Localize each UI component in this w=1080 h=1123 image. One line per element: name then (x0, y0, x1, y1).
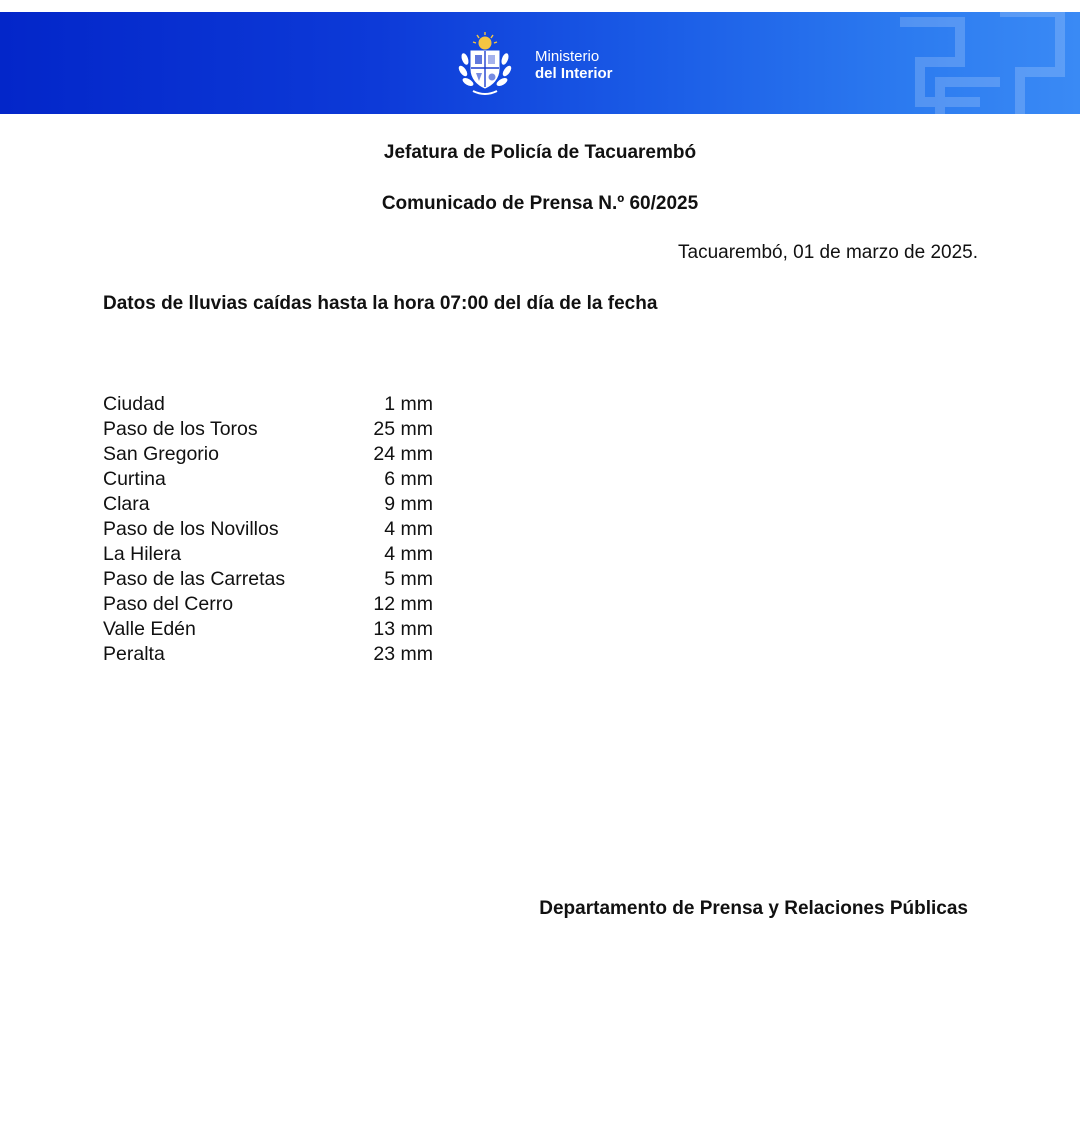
table-row (103, 567, 433, 592)
table-row (103, 442, 433, 467)
rainfall-amount: 25 mm (373, 418, 433, 440)
table-row (103, 642, 433, 667)
location-name: Valle Edén (103, 618, 196, 640)
table-row (103, 467, 433, 492)
location-name: Paso del Cerro (103, 593, 234, 615)
signature-department: Departamento de Prensa y Relaciones Públicas (539, 898, 968, 919)
office-heading: Jefatura de Policía de Tacuarembó (383, 142, 697, 163)
table-row (103, 617, 433, 642)
location-name: Curtina (103, 468, 166, 490)
rainfall-amount: 23 mm (373, 643, 433, 665)
ministry-logo (455, 30, 630, 100)
ministry-banner (0, 12, 1080, 114)
rainfall-amount: 4 mm (384, 543, 433, 565)
location-name: Clara (103, 493, 150, 515)
rainfall-amount: 12 mm (373, 593, 433, 615)
location-name: Paso de los Novillos (103, 518, 279, 540)
location-name: Paso de los Toros (103, 418, 258, 440)
ministry-name (535, 48, 613, 82)
rainfall-amount: 6 mm (384, 468, 433, 490)
table-row (103, 417, 433, 442)
rainfall-amount: 4 mm (384, 518, 433, 540)
press-release-title: Comunicado de Prensa N.º 60/2025 (381, 193, 699, 214)
location-name: Ciudad (103, 393, 165, 415)
table-row (103, 492, 433, 517)
banner-decoration (880, 12, 1080, 114)
location-name: Peralta (103, 643, 165, 665)
subject-heading: Datos de lluvias caídas hasta la hora 07:00 del día de la fecha (103, 293, 658, 314)
rainfall-amount: 1 mm (384, 393, 433, 415)
table-row (103, 517, 433, 542)
location-name: La Hilera (103, 543, 182, 565)
top-margin (0, 0, 1080, 12)
ministry-name-line2: del Interior (535, 65, 613, 82)
rainfall-amount: 24 mm (373, 443, 433, 465)
date-line: Tacuarembó, 01 de marzo de 2025. (678, 242, 978, 263)
rainfall-amount: 13 mm (373, 618, 433, 640)
ministry-name-line1: Ministerio (535, 48, 600, 65)
rainfall-amount: 5 mm (384, 568, 433, 590)
table-row (103, 542, 433, 567)
rainfall-table (103, 392, 433, 667)
location-name: Paso de las Carretas (103, 568, 286, 590)
rainfall-amount: 9 mm (384, 493, 433, 515)
table-row (103, 392, 433, 417)
coat-of-arms-icon (455, 31, 515, 99)
table-row (103, 592, 433, 617)
location-name: San Gregorio (103, 443, 219, 465)
